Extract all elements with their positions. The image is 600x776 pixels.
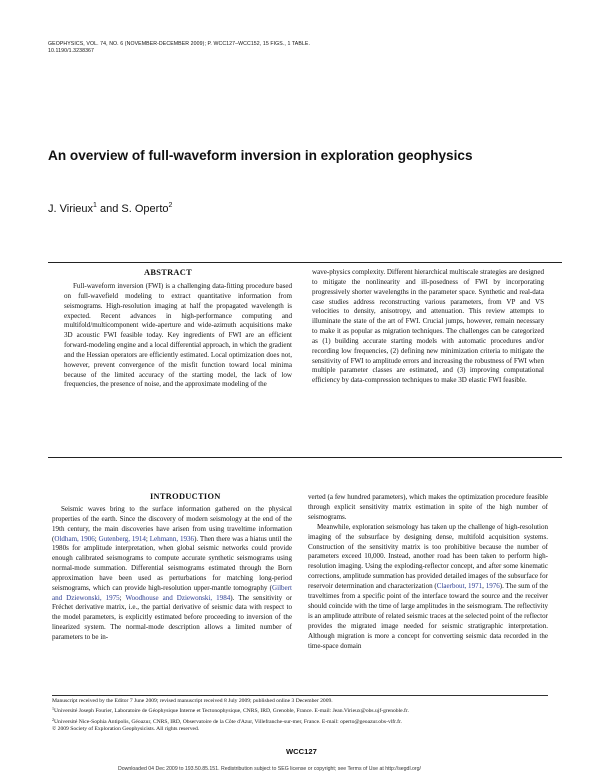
author-conjunction: and: [96, 203, 122, 215]
copyright-note: © 2009 Society of Exploration Geophysicists. All rights reserved.: [52, 726, 200, 733]
abstract-paragraph: wave-physics complexity. Different hierarchical multiscale strategies are designed to mitigate the nonlinearity and ill-posedness of FWI by incorporating progressively shorter wavelengths in the parameter space. Synthetic and real-data case studies address reconstructing various parameters, from VP and VS velocities to density, anisotropy, and attenuation. This review attempts to illuminate the state of the art of FWI. Crucial jumps, however, remain necessary to make it as popular as migration techniques. The challenges can be categorized as (1) building accurate starting models with automatic procedures and/or recording low frequencies, (2) defining new minimization criteria to mitigate the sensitivity of FWI to amplitude errors and increasing the robustness of FWI when multiple parameter classes are estimated, and (3) improving computational efficiency by data-compression techniques to make 3D elastic FWI feasible.: [312, 268, 544, 385]
intro-right-column: [308, 493, 548, 652]
footnote-divider: [52, 695, 548, 696]
paper-title: An overview of full-waveform inversion in exploration geophysics: [48, 148, 473, 163]
affiliation-mark: 2: [168, 202, 173, 209]
abstract-heading: ABSTRACT: [144, 268, 193, 277]
affiliation-note: $^2$Université Nice-Sophia Antipolis, Géoazur, CNRS, IRD, Observatoire de la Côte d'Azur, Villefranche-sur-mer, France. E-mail: operto@geoazur.obs-vlfr.fr.: [52, 716, 402, 725]
received-note: Manuscript received by the Editor 7 June 2009; revised manuscript received 8 July 2009; published online 3 December 2009.: [52, 698, 333, 704]
section-heading: INTRODUCTION: [150, 492, 221, 501]
citation-link[interactable]: Lehmann, 1936: [149, 534, 195, 543]
citation-link[interactable]: Gutenberg, 1914: [98, 534, 146, 543]
body-paragraph: verted (a few hundred parameters), which makes the optimization procedure feasible through explicit sensitivity matrix estimation in spite of the high number of seismograms.: [308, 493, 548, 521]
citation-link[interactable]: Woodhouse and Dziewonski, 1984: [125, 593, 231, 602]
abstract-paragraph: Full-waveform inversion (FWI) is a challenging data-fitting procedure based on full-wavefield modeling to extract quantitative information from seismograms. High-resolution imaging at half the propagated wavelength is expected. Recent advances in high-performance computing and multifold/multicomponent wide-aperture and wide-azimuth acquisitions make 3D acoustic FWI feasible today. Key ingredients of FWI are an efficient forward-modeling engine and a local differential approach, in which the gradient and the Hessian operators are efficiently estimated. Local optimization does not, however, prevent convergence of the misfit function toward local minima because of the limited accuracy of the starting model, the lack of low frequencies, the presence of noise, and the approximate modeling of the: [64, 282, 292, 389]
author-name: S. Operto: [121, 203, 169, 215]
journal-header: [48, 41, 348, 55]
citation-link[interactable]: Claerbout, 1971: [436, 582, 483, 591]
body-paragraph: Seismic waves bring to the surface information gathered on the physical properties of the earth. Since the discovery of modern seismology at the end of the 19th century, the main discoveries have arisen from using traveltime information (Oldham, 1906; Gutenberg, 1914; Lehmann, 1936). Then there was a hiatus until the 1980s for amplitude interpretation, when global seismic networks could provide enough calibrated seismograms to compute accurate synthetic seismograms using normal-mode summation. Differential seismograms estimated through the Born approximation have been used as perturbations for matching long-period seismograms, which can provide high-resolution upper-mantle tomography (Gilbert and Dziewonski, 1975; Woodhouse and Dziewonski, 1984). The sensitivity or Fréchet derivative matrix, i.e., the partial derivative of seismic data with respect to the model parameters, is explicitly estimated before proceeding to inversion of the linearized system. The normal-mode description allows a limited number of parameters to be in-: [52, 505, 293, 641]
abstract-left-column: [64, 282, 292, 390]
doi: 10.1190/1.3238367: [48, 48, 95, 54]
intro-left-column: [52, 505, 292, 643]
affiliation-mark: 1: [93, 202, 97, 209]
page-number: WCC127: [286, 747, 317, 756]
citation-link[interactable]: Gilbert and Dziewonski, 1975: [52, 583, 292, 602]
journal-citation: GEOPHYSICS, VOL. 74, NO. 6 (NOVEMBER-DECEMBER 2009); P. WCC127–WCC152, 15 FIGS., 1 TABLE.: [48, 41, 311, 47]
affiliation-note: $^1$Université Joseph Fourier, Laboratoire de Géophysique Interne et Tectonophysique, CNRS, IRD, Grenoble, France. E-mail: Jean.Virieux@obs.ujf-grenoble.fr.: [52, 706, 409, 715]
citation-link[interactable]: Oldham, 1906: [54, 534, 95, 543]
abstract-right-column: [312, 268, 544, 386]
citation-link[interactable]: 1976: [485, 582, 500, 591]
author-list: [48, 202, 172, 215]
author-name: J. Virieux: [48, 203, 94, 215]
body-paragraph: Meanwhile, exploration seismology has taken up the challenge of high-resolution imaging of the subsurface by designing dense, multifold acquisition systems. Construction of the sensitivity matrix is too prohibitive because the number of parameters exceed 10,000. Instead, another road has been taken to perform high-resolution imaging. Using the exploding-reflector concept, and after some kinematic corrections, amplitude summation has provided detailed images of the subsurface for reservoir determination and characterization (Claerbout, 1971, 1976). The sum of the traveltimes from a specific point of the interface toward the source and the receiver should coincide with the time of large amplitudes in the seismogram. The reflectivity is an amplitude attribute of related seismic traces at the selected point of the reflector provides the migrated image needed for seismic stratigraphic interpretation. Although migration is more a concept for converting seismic data recorded in the time-space domain: [308, 522, 548, 650]
footnotes: [52, 698, 548, 734]
download-notice: Downloaded 04 Dec 2009 to 193.50.85.151. Redistribution subject to SEG license or copyright; see Terms of Use at http://segdl.org/: [118, 766, 421, 772]
